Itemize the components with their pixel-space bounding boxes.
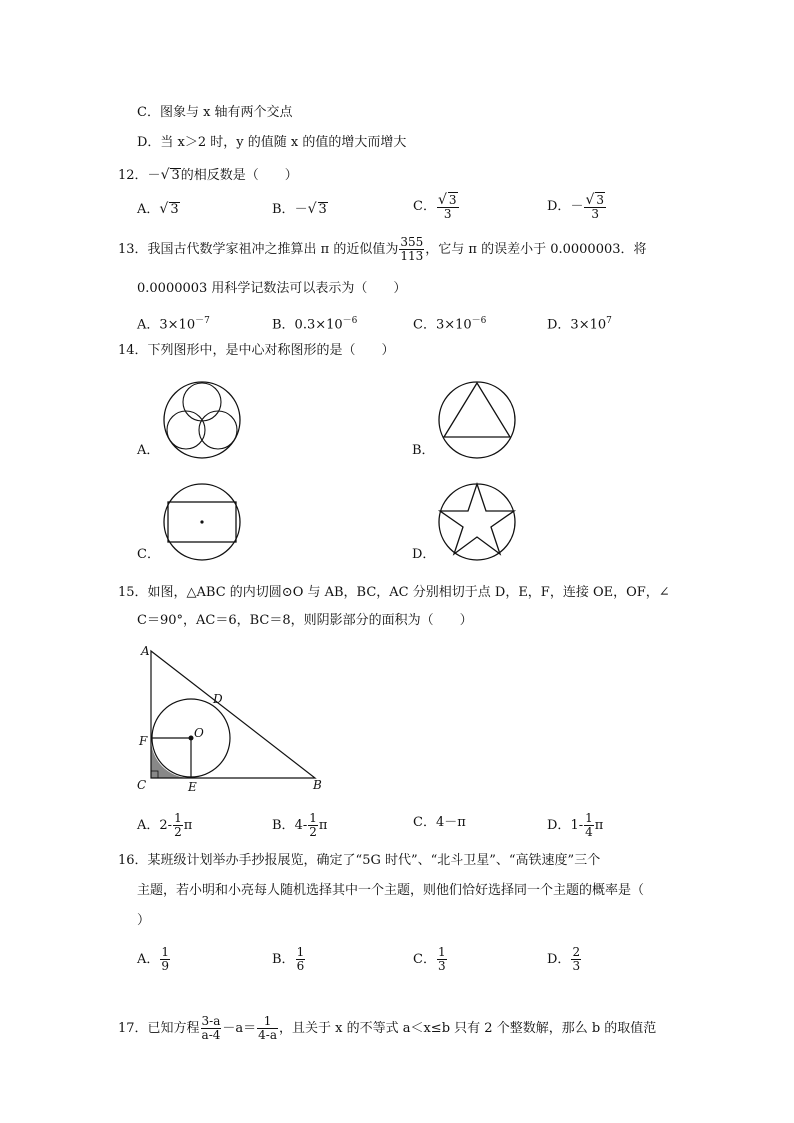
label-b: B [313,778,322,792]
q12-option-a[interactable]: A．√ 3 [137,201,179,217]
q15-figure-triangle [135,643,335,793]
q16-stem-line3: ） [137,913,151,928]
q12-stem: 12．－√ 3的相反数是（ ） [118,167,298,183]
q16-stem-line2: 主题，若小明和小亮每人随机选择其中一个主题，则他们恰好选择同一个主题的概率是（ [137,883,645,898]
q14-stem: 14．下列图形中，是中心对称图形的是（ ） [118,343,395,358]
label-o: O [194,726,204,740]
q12-option-c[interactable]: C． $\frac{√ 3}{3}$ [413,192,457,221]
q16-option-b[interactable]: B． $\frac{1}{6}$ [272,945,305,973]
label-e: E [188,780,197,794]
q14-figure-b[interactable] [437,380,517,460]
q13-stem: 13．我国古代数学家祖冲之推算出 π 的近似值为 $\frac{355}{113}$ ，它与 π 的误差小于 0.0000003．将 [118,235,647,263]
q15-stem-line1: 15．如图，△ABC 的内切圆⊙O 与 AB，BC，AC 分别相切于点 D，E，F，连接 OE，OF，∠ [118,585,670,600]
q13-option-b[interactable]: B．$0.3\times 10^{-6}$ [272,316,358,333]
q13-option-a[interactable]: A．$3\times 10^{-7}$ [137,316,210,333]
q15-option-b[interactable]: B．4- $\frac{1}{2}$ π [272,811,328,839]
label-c: C [137,778,147,792]
q12-option-b[interactable]: B．－√ 3 [272,201,327,217]
q14-figure-a[interactable] [162,380,242,460]
q16-option-d[interactable]: D． $\frac{2}{3}$ [547,945,581,973]
label-a: A [141,644,150,658]
q16-stem-line1: 16．某班级计划举办手抄报展览，确定了“5G 时代”、“北斗卫星”、“高铁速度”三个 [118,853,601,868]
q14-option-b[interactable]: B． [412,443,435,458]
q17-stem: 17．已知方程 $\frac{3-a}{a-4}$ －a＝ $\frac{1}{4-a}$ ，且关于 x 的不等式 a＜x≤b 只有 2 个整数解，那么 b 的取值范 [118,1014,657,1042]
q11-option-c: C．图象与 x 轴有两个交点 [137,105,293,120]
q12-option-d[interactable]: D．－ $\frac{√ 3}{3}$ [547,192,605,221]
q15-option-a[interactable]: A．2- $\frac{1}{2}$ π [137,811,193,839]
label-f: F [139,734,148,748]
q15-stem-line2: C＝90°，AC＝6，BC＝8，则阴影部分的面积为（ ） [137,613,473,628]
q13-option-c[interactable]: C．$3\times 10^{-6}$ [413,316,487,333]
q14-figure-d[interactable] [437,482,517,562]
q15-option-c[interactable]: C．4－π [413,815,466,830]
q16-option-c[interactable]: C． $\frac{1}{3}$ [413,945,446,973]
q15-option-d[interactable]: D．1- $\frac{1}{4}$ π [547,811,604,839]
q13-stem-line2: 0.0000003 用科学记数法可以表示为（ ） [137,281,407,296]
q14-option-a[interactable]: A． [137,443,160,458]
q16-option-a[interactable]: A． $\frac{1}{9}$ [137,945,170,973]
q14-option-c[interactable]: C． [137,547,160,562]
q14-option-d[interactable]: D． [412,547,436,562]
label-d: D [213,692,223,706]
q11-option-d: D．当 x＞2 时，y 的值随 x 的值的增大而增大 [137,135,407,150]
q14-figure-c[interactable] [162,482,242,562]
q13-option-d[interactable]: D．$3\times 10^7$ [547,316,612,333]
